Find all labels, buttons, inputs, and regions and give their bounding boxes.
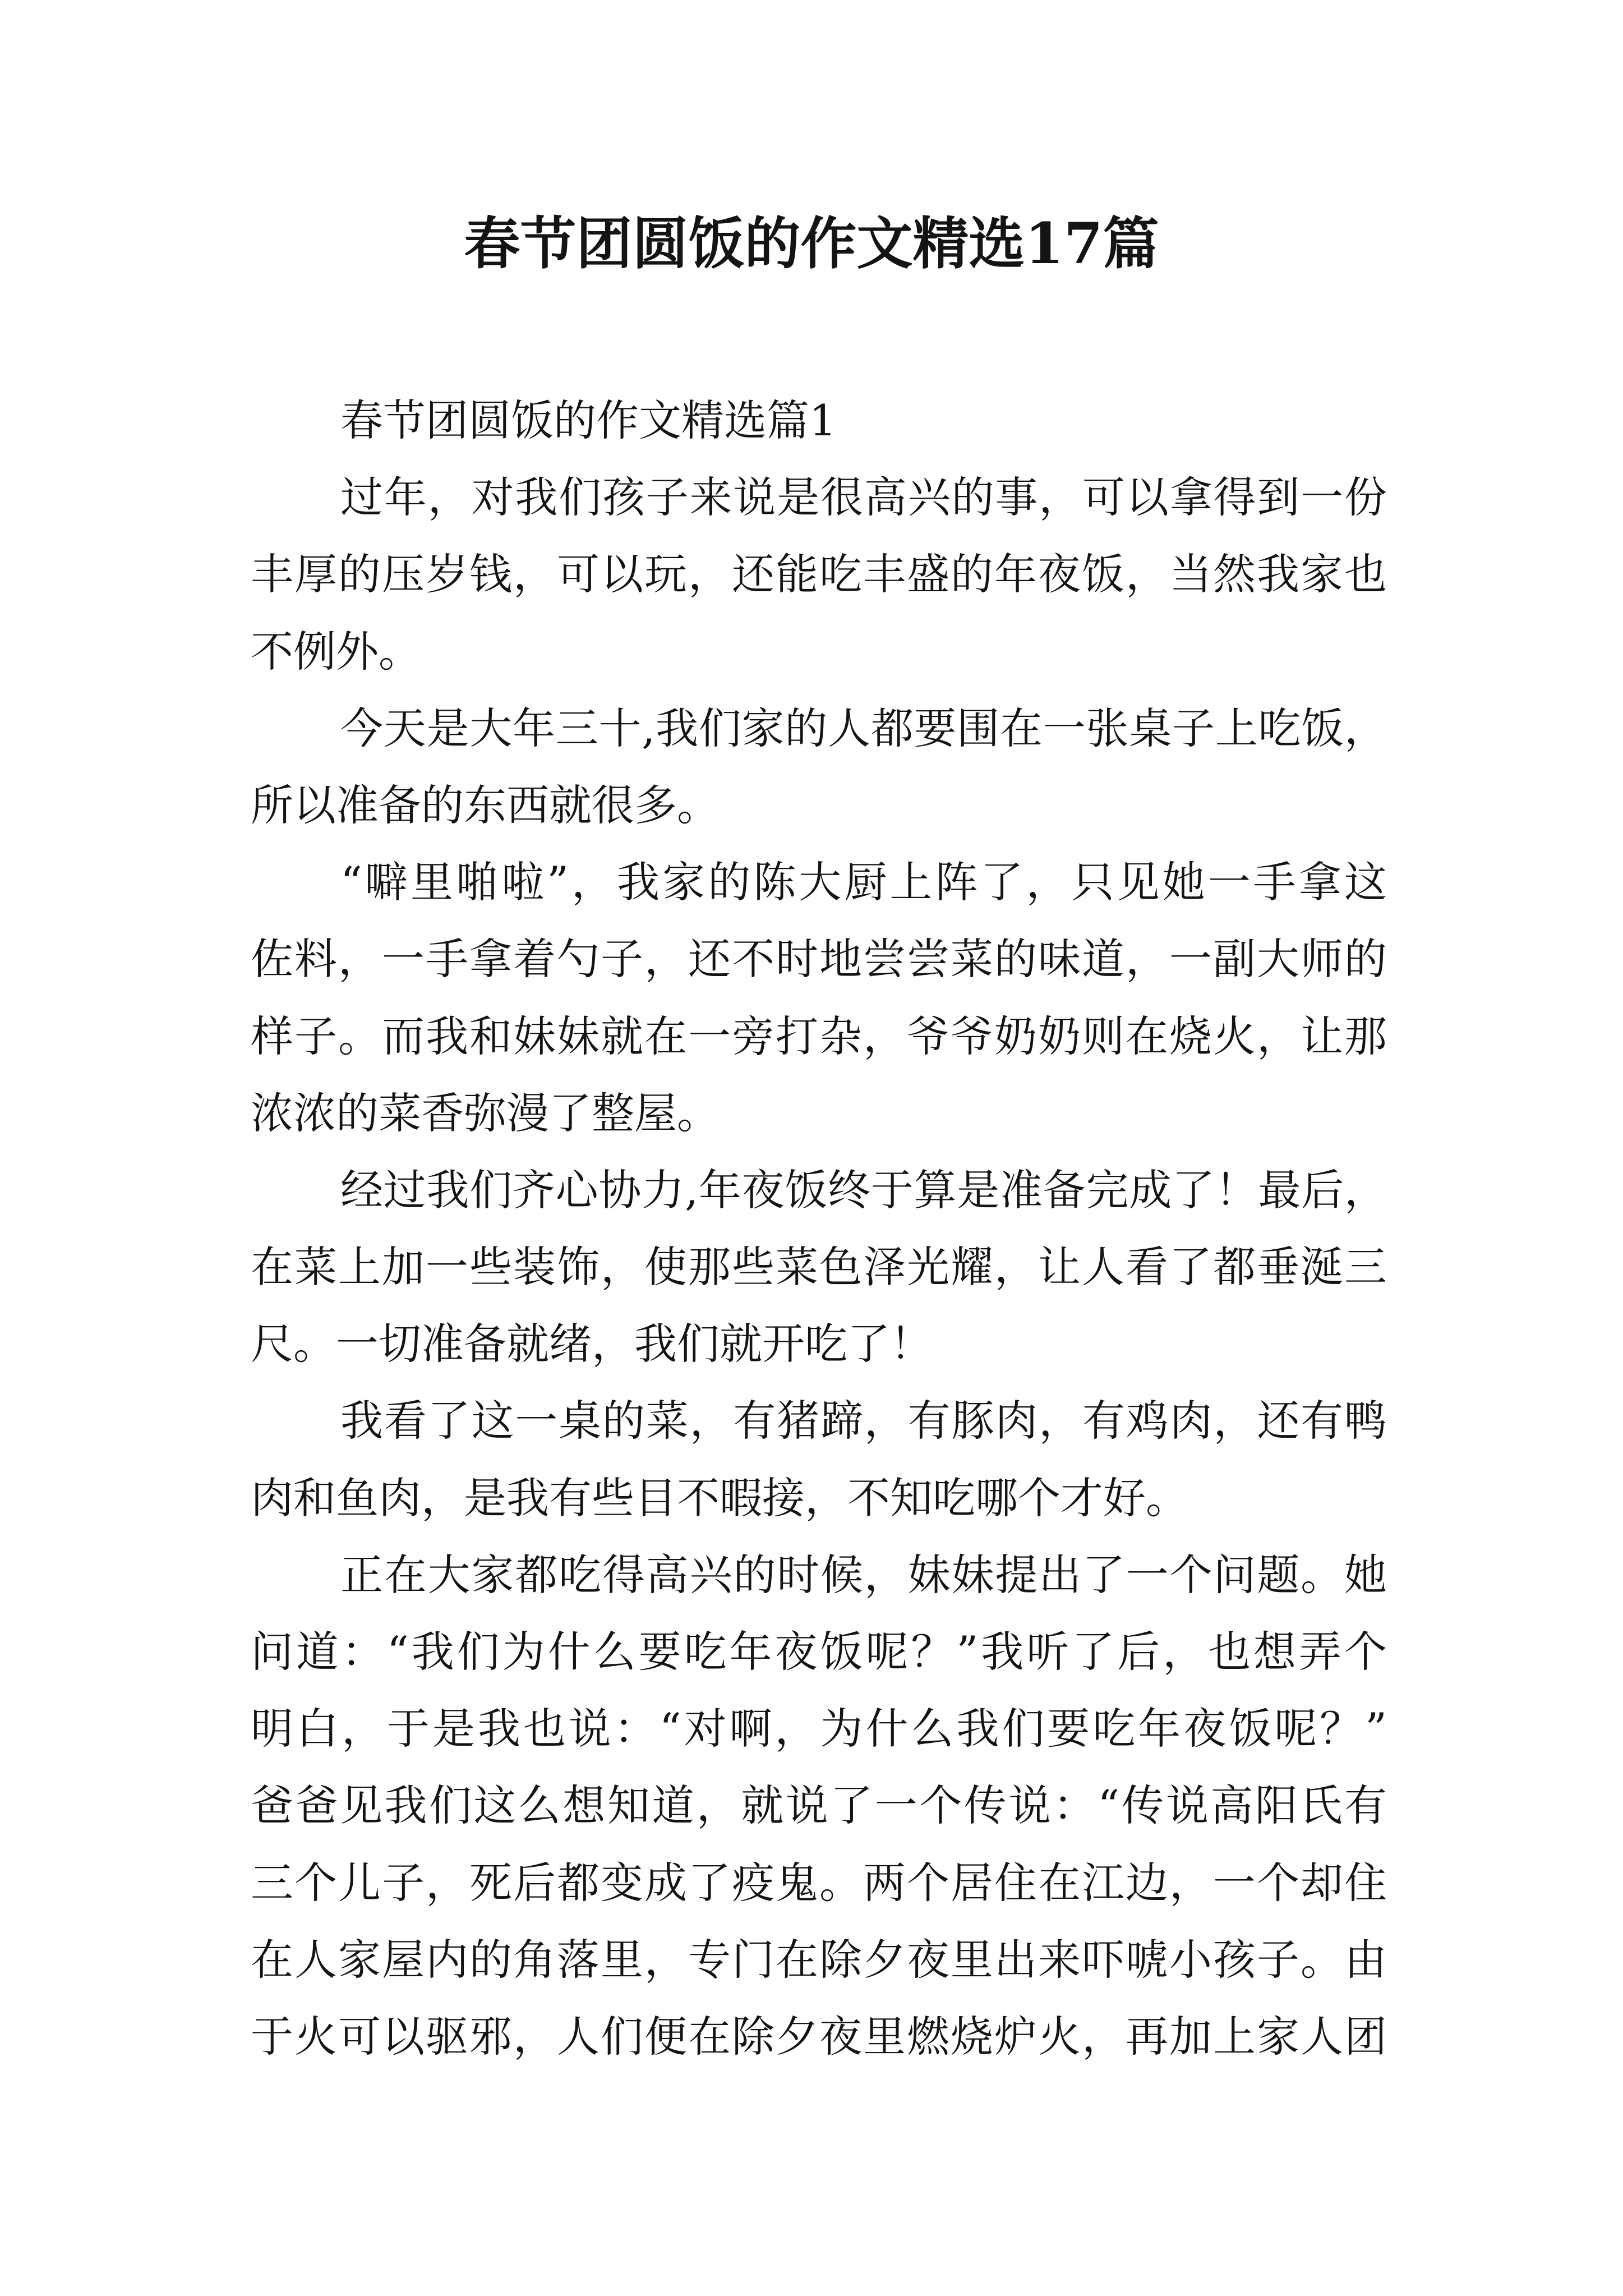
text-line: 丰厚的压岁钱，可以玩，还能吃丰盛的年夜饭，当然我家也 bbox=[251, 549, 1387, 600]
text-line: 不例外。 bbox=[251, 626, 421, 677]
paragraph bbox=[251, 844, 1387, 1152]
text-line: 所以准备的东西就很多。 bbox=[251, 780, 720, 830]
paragraph bbox=[251, 690, 1387, 844]
text-line: 浓浓的菜香弥漫了整屋。 bbox=[251, 1088, 720, 1138]
text-line: 于火可以驱邪，人们便在除夕夜里燃烧炉火，再加上家人团 bbox=[251, 2011, 1387, 2062]
text-line: 三个儿子，死后都变成了疫鬼。两个居住在江边，一个却住 bbox=[251, 1857, 1387, 1908]
text-line: 问道：“我们为什么要吃年夜饭呢？”我听了后，也想弄个 bbox=[251, 1627, 1387, 1677]
text-line: 正在大家都吃得高兴的时候，妹妹提出了一个问题。她 bbox=[340, 1549, 1387, 1600]
text-line: 肉和鱼肉，是我有些目不暇接，不知吃哪个才好。 bbox=[251, 1473, 1188, 1523]
essay-heading bbox=[251, 382, 1387, 459]
paragraph bbox=[251, 1152, 1387, 1383]
text-line: 春节团圆饭的作文精选篇1 bbox=[340, 395, 837, 445]
paragraph bbox=[251, 1382, 1387, 1536]
text-line: 爸爸见我们这么想知道，就说了一个传说：“传说高阳氏有 bbox=[251, 1780, 1387, 1831]
text-line: “噼里啪啦”，我家的陈大厨上阵了，只见她一手拿这 bbox=[340, 857, 1387, 908]
paragraph bbox=[251, 459, 1387, 690]
text-line: 今天是大年三十,我们家的人都要围在一张桌子上吃饭， bbox=[340, 703, 1387, 753]
text-line: 尺。一切准备就绪，我们就开吃了！ bbox=[251, 1319, 933, 1369]
text-line: 在菜上加一些装饰，使那些菜色泽光耀，让人看了都垂涎三 bbox=[251, 1242, 1387, 1292]
paragraph bbox=[251, 1536, 1387, 2075]
page-title: 春节团圆饭的作文精选17篇 bbox=[464, 210, 1159, 277]
essay-body bbox=[251, 382, 1387, 2075]
text-line: 样子。而我和妹妹就在一旁打杂，爷爷奶奶则在烧火，让那 bbox=[251, 1011, 1387, 1061]
text-line: 经过我们齐心协力,年夜饭终于算是准备完成了！最后， bbox=[340, 1165, 1387, 1215]
text-line: 佐料，一手拿着勺子，还不时地尝尝菜的味道，一副大师的 bbox=[251, 934, 1387, 984]
text-line: 过年，对我们孩子来说是很高兴的事，可以拿得到一份 bbox=[340, 472, 1387, 523]
text-line: 在人家屋内的角落里，专门在除夕夜里出来吓唬小孩子。由 bbox=[251, 1934, 1387, 1985]
text-line: 明白，于是我也说：“对啊，为什么我们要吃年夜饭呢？” bbox=[251, 1704, 1387, 1754]
text-line: 我看了这一桌的菜，有猪蹄，有豚肉，有鸡肉，还有鸭 bbox=[340, 1396, 1387, 1446]
